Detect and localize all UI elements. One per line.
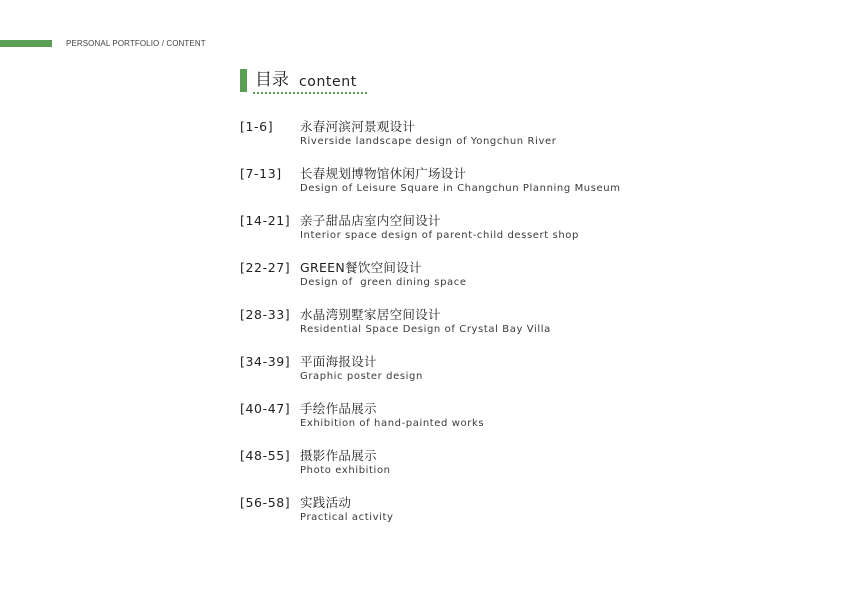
toc-title-english: Residential Space Design of Crystal Bay Villa (300, 324, 551, 335)
toc-page-range: [48-55] (240, 448, 291, 463)
toc-item[interactable] (240, 258, 760, 305)
toc-page-range: [34-39] (240, 354, 291, 369)
toc-item[interactable] (240, 117, 760, 164)
toc-item[interactable] (240, 305, 760, 352)
toc-title-chinese: 水晶湾别墅家居空间设计 (300, 307, 441, 322)
toc-title-chinese: 实践活动 (300, 495, 352, 510)
toc-item[interactable] (240, 164, 760, 211)
toc-title-english: Exhibition of hand-painted works (300, 418, 485, 429)
toc-item[interactable] (240, 446, 760, 493)
toc-page-range: [22-27] (240, 260, 291, 275)
title-dotted-underline (253, 92, 367, 94)
title-english: content (299, 74, 357, 90)
toc-title-english: Photo exhibition (300, 465, 391, 476)
toc-title-chinese: 亲子甜品店室内空间设计 (300, 213, 441, 228)
toc-item[interactable] (240, 211, 760, 258)
title-marker (240, 69, 247, 92)
toc-title-chinese: 永春河滨河景观设计 (300, 119, 416, 134)
toc-title-english: Graphic poster design (300, 371, 423, 382)
toc-page-range: [1-6] (240, 119, 274, 134)
toc-page-range: [28-33] (240, 307, 291, 322)
page-header: PERSONAL PORTFOLIO / CONTENT (66, 39, 206, 48)
toc-page-range: [56-58] (240, 495, 291, 510)
toc-title-chinese: 摄影作品展示 (300, 448, 377, 463)
toc-page-range: [14-21] (240, 213, 291, 228)
toc-page-range: [40-47] (240, 401, 291, 416)
toc-item[interactable] (240, 352, 760, 399)
header-accent-bar (0, 40, 52, 47)
toc-title-chinese: 长春规划博物馆休闲广场设计 (300, 166, 467, 181)
toc-title-english: Practical activity (300, 512, 394, 523)
toc-item[interactable] (240, 399, 760, 446)
toc-title-english: Interior space design of parent-child dessert shop (300, 230, 579, 241)
title-chinese: 目录 (255, 70, 289, 90)
toc-page-range: [7-13] (240, 166, 282, 181)
table-of-contents (240, 117, 760, 540)
toc-title-english: Riverside landscape design of Yongchun River (300, 136, 557, 147)
toc-title-chinese: 手绘作品展示 (300, 401, 377, 416)
toc-item[interactable] (240, 493, 760, 540)
toc-title-english: Design of green dining space (300, 277, 467, 288)
toc-title-english: Design of Leisure Square in Changchun Planning Museum (300, 183, 621, 194)
toc-title-chinese: GREEN餐饮空间设计 (300, 260, 422, 275)
toc-title-chinese: 平面海报设计 (300, 354, 377, 369)
